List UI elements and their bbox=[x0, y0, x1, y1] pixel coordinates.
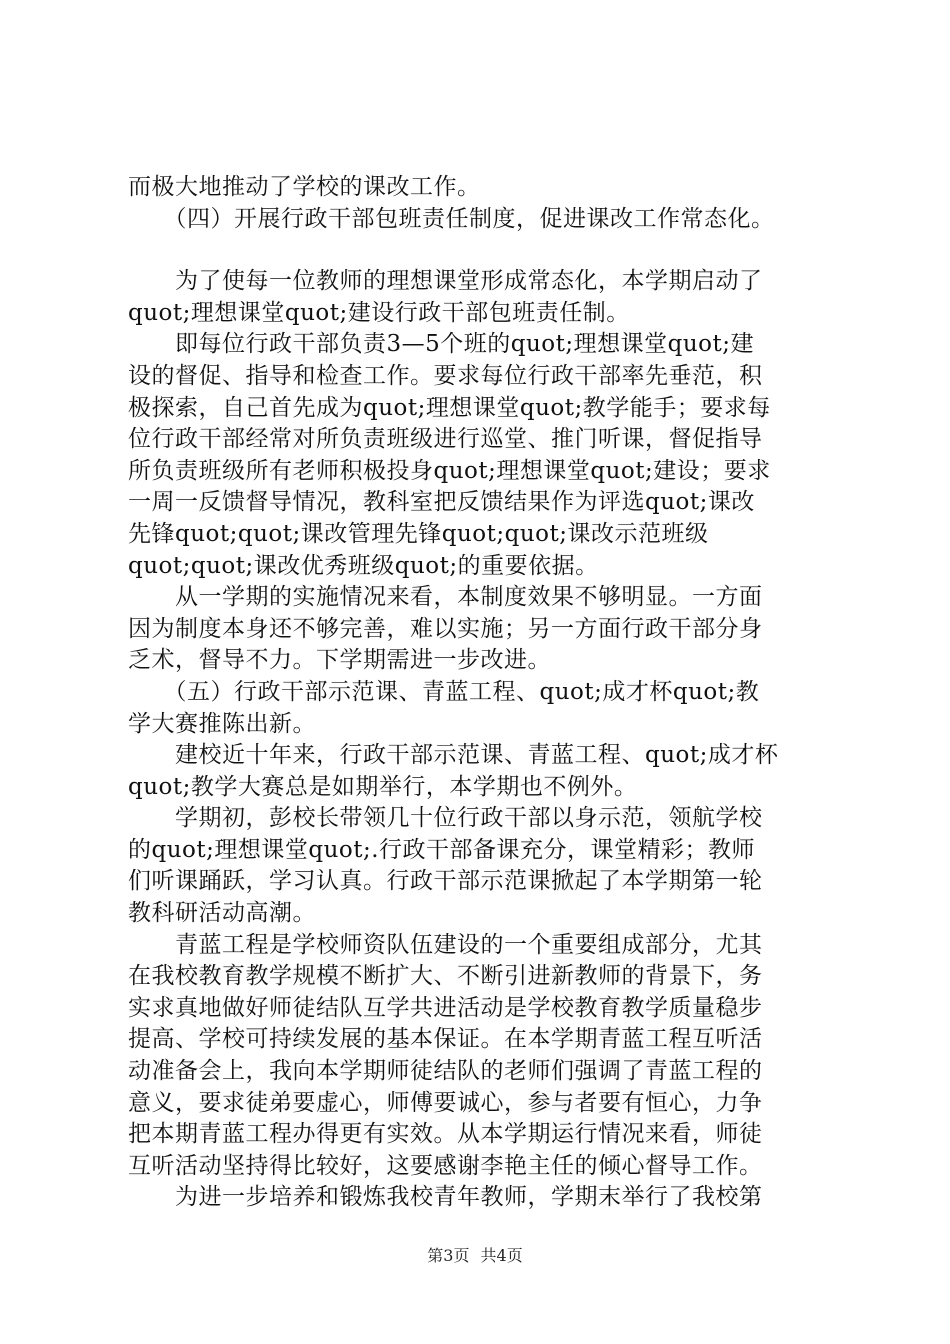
text-line: （五）行政干部示范课、青蓝工程、quot;成才杯quot;教 bbox=[128, 678, 760, 705]
text-line: 一周一反馈督导情况，教科室把反馈结果作为评选quot;课改 bbox=[128, 489, 755, 516]
text-line: 乏术，督导不力。下学期需进一步改进。 bbox=[128, 647, 551, 674]
text-line: 设的督促、指导和检查工作。要求每位行政干部率先垂范，积 bbox=[128, 362, 763, 389]
text-line: 在我校教育教学规模不断扩大、不断引进新教师的背景下，务 bbox=[128, 963, 763, 990]
text-block-main bbox=[128, 266, 848, 1214]
text-line: 为进一步培养和锻炼我校青年教师，学期末举行了我校第 bbox=[128, 1184, 763, 1211]
text-line: 而极大地推动了学校的课改工作。 bbox=[128, 174, 481, 200]
paragraph-gap bbox=[128, 235, 848, 266]
text-line: 把本期青蓝工程办得更有实效。从本学期运行情况来看，师徒 bbox=[128, 1121, 763, 1148]
text-line: quot;理想课堂quot;建设行政干部包班责任制。 bbox=[128, 299, 630, 326]
text-line: quot;quot;课改优秀班级quot;的重要依据。 bbox=[128, 552, 599, 579]
text-line: 青蓝工程是学校师资队伍建设的一个重要组成部分，尤其 bbox=[128, 931, 763, 958]
text-block-top bbox=[128, 172, 848, 235]
text-line: 动准备会上，我向本学期师徒结队的老师们强调了青蓝工程的 bbox=[128, 1058, 763, 1085]
text-line: 先锋quot;quot;课改管理先锋quot;quot;课改示范班级 bbox=[128, 520, 709, 547]
text-line: 们听课踊跃，学习认真。行政干部示范课掀起了本学期第一轮 bbox=[128, 868, 763, 895]
page-number: 第3页 bbox=[427, 1246, 470, 1265]
text-line: 为了使每一位教师的理想课堂形成常态化，本学期启动了 bbox=[128, 268, 763, 295]
text-line: 学期初，彭校长带领几十位行政干部以身示范，领航学校 bbox=[128, 805, 763, 832]
document-body bbox=[128, 172, 848, 1214]
text-line: 教科研活动高潮。 bbox=[128, 900, 316, 927]
text-line: 实求真地做好师徒结队互学共进活动是学校教育教学质量稳步 bbox=[128, 994, 763, 1021]
text-line: 意义，要求徒弟要虚心，师傅要诚心，参与者要有恒心，力争 bbox=[128, 1089, 763, 1116]
text-line: （四）开展行政干部包班责任制度，促进课改工作常态化。 bbox=[128, 205, 775, 232]
text-line: 即每位行政干部负责3—5个班的quot;理想课堂quot;建 bbox=[128, 331, 755, 358]
text-line: 学大赛推陈出新。 bbox=[128, 710, 316, 737]
text-line: quot;教学大赛总是如期举行，本学期也不例外。 bbox=[128, 773, 638, 800]
text-line: 互听活动坚持得比较好，这要感谢李艳主任的倾心督导工作。 bbox=[128, 1152, 763, 1179]
text-line: 提高、学校可持续发展的基本保证。在本学期青蓝工程互听活 bbox=[128, 1026, 763, 1053]
page-total: 共4页 bbox=[480, 1246, 523, 1265]
text-line: 从一学期的实施情况来看，本制度效果不够明显。一方面 bbox=[128, 584, 763, 611]
text-line: 位行政干部经常对所负责班级进行巡堂、推门听课，督促指导 bbox=[128, 426, 763, 453]
text-line: 因为制度本身还不够完善，难以实施；另一方面行政干部分身 bbox=[128, 615, 763, 642]
text-line: 极探索，自己首先成为quot;理想课堂quot;教学能手；要求每 bbox=[128, 394, 771, 421]
text-line: 建校近十年来，行政干部示范课、青蓝工程、quot;成才杯 bbox=[128, 742, 779, 769]
text-line: 的quot;理想课堂quot;.行政干部备课充分，课堂精彩；教师 bbox=[128, 836, 756, 863]
page-footer bbox=[0, 1243, 950, 1266]
text-line: 所负责班级所有老师积极投身quot;理想课堂quot;建设；要求 bbox=[128, 457, 771, 484]
